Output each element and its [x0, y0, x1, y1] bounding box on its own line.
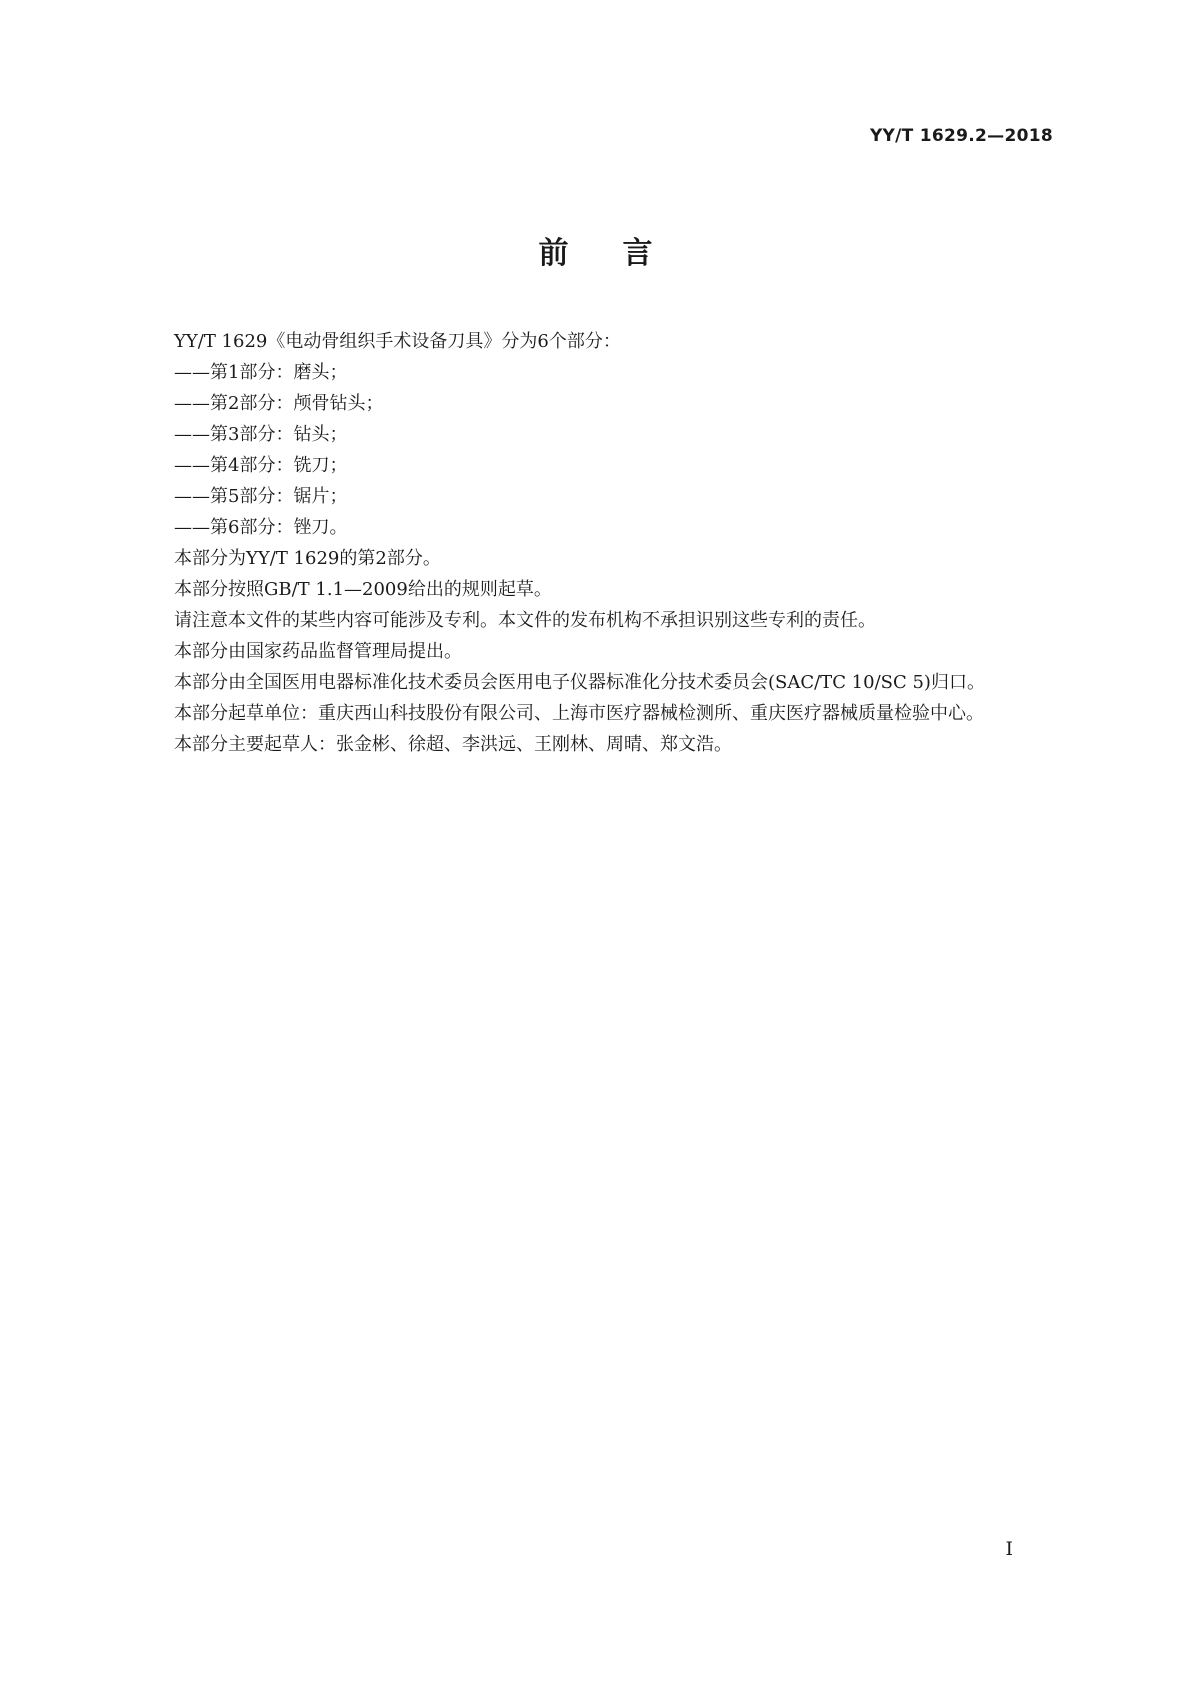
paragraph-drafting-rules: 本部分按照GB/T 1.1—2009给出的规则起草。 — [174, 579, 552, 600]
list-item: ——第2部分：颅骨钻头； — [174, 393, 384, 414]
list-item: ——第3部分：钻头； — [174, 424, 348, 445]
list-item: ——第5部分：锯片； — [174, 486, 348, 507]
paragraph-drafters: 本部分主要起草人：张金彬、徐超、李洪远、王刚林、周晴、郑文浩。 — [174, 734, 732, 755]
intro-paragraph: YY/T 1629《电动骨组织手术设备刀具》分为6个部分： — [174, 331, 621, 352]
paragraph-proposer: 本部分由国家药品监督管理局提出。 — [174, 641, 462, 662]
paragraph-part-statement: 本部分为YY/T 1629的第2部分。 — [174, 548, 441, 569]
paragraph-patent-notice: 请注意本文件的某些内容可能涉及专利。本文件的发布机构不承担识别这些专利的责任。 — [174, 610, 876, 631]
document-body — [138, 326, 1056, 760]
list-item: ——第1部分：磨头； — [174, 362, 348, 383]
list-item: ——第4部分：铣刀； — [174, 455, 348, 476]
page-title: 前言 — [538, 236, 707, 271]
paragraph-drafting-units: 本部分起草单位：重庆西山科技股份有限公司、上海市医疗器械检测所、重庆医疗器械质量检验中心。 — [174, 703, 984, 724]
page-number: I — [1005, 1538, 1013, 1560]
paragraph-committee: 本部分由全国医用电器标准化技术委员会医用电子仪器标准化分技术委员会(SAC/TC 10/SC 5)归口。 — [174, 672, 985, 693]
list-item: ——第6部分：锉刀。 — [174, 517, 348, 538]
document-code: YY/T 1629.2—2018 — [869, 126, 1053, 146]
